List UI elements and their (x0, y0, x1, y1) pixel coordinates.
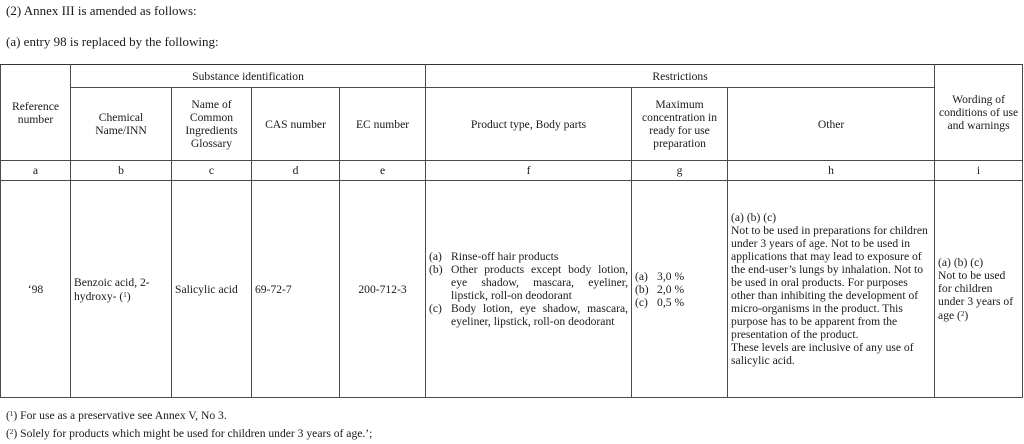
cell-reference: ‘98 (1, 181, 71, 398)
annex-iii-table (0, 64, 1023, 398)
header-cas-number: CAS number (252, 88, 340, 161)
other-text-levels: These levels are inclusive of any use of salicylic acid. (731, 341, 914, 367)
header-max-concentration: Maximum concentration in ready for use preparation (632, 88, 728, 161)
footnotes (6, 406, 372, 442)
cell-cas-number: 69-72-7 (252, 181, 340, 398)
list-item: (b) 2,0 % (635, 282, 685, 296)
footnote-2: ($^2$) Solely for products which might be used for children under 3 years of age.’; (6, 427, 373, 440)
header-reference-number: Reference number (1, 65, 71, 161)
cell-other (728, 181, 935, 398)
header-chemical-name: Chemical Name/INN (71, 88, 172, 161)
column-letter: d (252, 161, 340, 181)
header-wording-conditions: Wording of conditions of use and warnings (935, 65, 1023, 161)
cell-product-type (426, 181, 632, 398)
intro-line-entry-98: (a) entry 98 is replaced by the following: (6, 34, 219, 49)
column-letter: e (340, 161, 426, 181)
cell-ec-number: 200-712-3 (340, 181, 426, 398)
list-item: (c) 0,5 % (635, 295, 685, 309)
list-item: (c) Body lotion, eye shadow, mascara, eyeliner, lipstick, roll-on deodorant (429, 302, 629, 328)
header-substance-identification: Substance identification (71, 65, 426, 88)
column-letter-row (1, 161, 1023, 181)
header-restrictions: Restrictions (426, 65, 935, 88)
other-markers: (a) (b) (c) (731, 211, 777, 224)
other-text: Not to be used in preparations for children under 3 years of age. Not to be used in applications that may lead to exposure of the end-user’s lungs by inhalation. Not to be used in oral products. For purposes other than inhibiting the development of micro-organisms in the product. This purpose has to be apparent from the presentation of the product. (731, 224, 928, 341)
list-item: (b) Other products except body lotion, eye shadow, mascara, eyeliner, lipstick, roll-on deodorant (429, 263, 629, 302)
list-item: (a) 3,0 % (635, 269, 685, 283)
column-letter: g (632, 161, 728, 181)
table-row-entry-98 (1, 181, 1023, 398)
footnote-1: ($^1$) For use as a preservative see Annex V, No 3. (6, 409, 227, 422)
column-letter: f (426, 161, 632, 181)
column-letter: a (1, 161, 71, 181)
list-item: (a) Rinse-off hair products (429, 250, 559, 263)
header-common-ingredients-name: Name of Common Ingredients Glossary (172, 88, 252, 161)
wording-text: Not to be used for children under 3 years of age (938, 269, 1014, 322)
header-ec-number: EC number (340, 88, 426, 161)
column-letter: i (935, 161, 1023, 181)
column-letter: c (172, 161, 252, 181)
footnote-ref: 2 (960, 310, 965, 318)
header-other: Other (728, 88, 935, 161)
intro-line-annex-iii: (2) Annex III is amended as follows: (6, 3, 197, 18)
cell-common-name: Salicylic acid (172, 181, 252, 398)
column-letter: b (71, 161, 172, 181)
cell-wording: (a) (b) (c) Not to be used for children under 3 years of age ($^2$) (935, 181, 1023, 398)
header-product-type: Product type, Body parts (426, 88, 632, 161)
footnote-ref: 1 (123, 290, 127, 299)
chemical-name-text: Benzoic acid, 2-hydroxy- (74, 275, 150, 303)
cell-chemical-name: Benzoic acid, 2-hydroxy- ($^1$) (71, 181, 172, 398)
cell-max-concentration (632, 181, 728, 398)
column-letter: h (728, 161, 935, 181)
wording-markers: (a) (b) (c) (938, 256, 984, 269)
